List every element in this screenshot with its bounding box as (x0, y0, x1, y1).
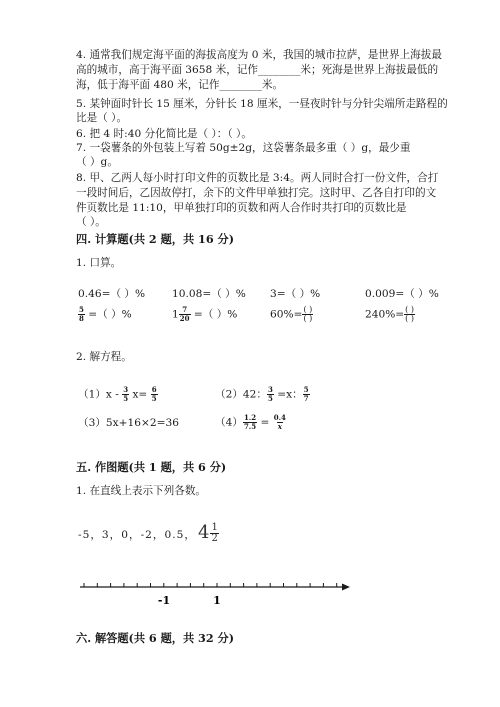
number-line (0, 575, 500, 615)
q4-line2: 高的城市，高于海平面 3658 米，记作________米；死海是世界上海拔最低的 (76, 64, 439, 76)
oral-item-2: 10.08=（ ）% (172, 288, 246, 300)
fraction: $\frac{( )}{( )}$ (405, 305, 414, 323)
fraction: $\frac{3}{5}$ (268, 385, 273, 403)
equation-1: （1）x - $\frac{3}{5}$ x= $\frac{6}{5}$ (78, 385, 157, 403)
equation-3: （3）5x+16×2=36 (78, 417, 179, 429)
oral-item-4: 0.009=（ ）% (365, 288, 439, 300)
oral-item-3: 3=（ ）% (270, 288, 321, 300)
section4-q1-label: 1. 口算。 (76, 257, 122, 269)
oral-item-1: 0.46=（ ）% (78, 288, 146, 300)
fraction: $\frac{0.4}{x}$ (273, 413, 286, 431)
fraction: $\frac{7}{20}$ (179, 305, 190, 323)
q8-line1: 8. 甲、乙两人每小时打印文件的页数比是 3:4。两人同时合打一份文件，合打 (76, 172, 439, 184)
oral-item-8: 240%= $\frac{( )}{( )}$ (365, 305, 414, 323)
tick-label-minus1: -1 (157, 594, 171, 607)
q5-line1: 5. 某钟面时针长 15 厘米，分针长 18 厘米，一昼夜时针与分针尖端所走路程的 (76, 98, 448, 110)
section4-q2-label: 2. 解方程。 (76, 351, 132, 363)
fraction: $\frac{( )}{( )}$ (303, 305, 313, 323)
q4-line1: 4. 通常我们规定海平面的海拔高度为 0 米，我国的城市拉萨，是世界上海拔最 (76, 49, 442, 61)
fraction: $\frac{5}{8}$ (79, 305, 84, 323)
equation-4: （4） $\frac{1.2}{7.5}$ = $\frac{0.4}{x}$ (215, 413, 286, 431)
fraction: $\frac{3}{5}$ (123, 385, 129, 403)
section5-q1-label: 1. 在直线上表示下列各数。 (76, 485, 207, 497)
section4-title: 四. 计算题(共 2 题，共 16 分) (76, 232, 234, 246)
equation-2: （2）42： $\frac{3}{5}$ =x： $\frac{5}{7}$ (215, 385, 309, 403)
fraction: $\frac{1.2}{7.5}$ (243, 413, 257, 431)
fraction: $\frac{5}{7}$ (303, 385, 309, 403)
arrow-right-icon (342, 584, 350, 591)
fraction: $\frac{6}{5}$ (151, 385, 157, 403)
q8-line4: （ ）。 (76, 216, 106, 228)
section5-title: 五. 作图题(共 1 题，共 6 分) (76, 460, 227, 474)
mixed-number: 4 $\frac{1}{2}$ (198, 521, 218, 544)
oral-item-5: $\frac{5}{8}$ =（ ）% (79, 305, 132, 323)
q6-line: 6. 把 4 时:40 分化简比是（ ）：（ ）。 (76, 128, 252, 140)
q8-line3: 件页数比是 11:10，甲单独打印的页数和两人合作时共打印的页数比是 (76, 202, 407, 214)
q8-line2: 一段时间后，乙因故停打，余下的文件甲单独打完。这时甲、乙各自打印的文 (76, 187, 437, 199)
q5-line2: 比是（ ）。 (76, 112, 128, 124)
numbers-list: -5，3，0，-2，0.5， (78, 529, 196, 541)
q7-line2: （ ）g。 (76, 156, 118, 168)
tick-label-1: 1 (213, 594, 221, 607)
section6-title: 六. 解答题(共 6 题，共 32 分) (76, 631, 234, 645)
oral-item-7: 60%= $\frac{( )}{( )}$ (270, 305, 313, 323)
q7-line1: 7. 一袋薯条的外包装上写着 50g±2g，这袋薯条最多重（ ）g，最少重 (76, 142, 411, 154)
oral-item-6: 1 $\frac{7}{20}$ =（ ）% (172, 305, 238, 323)
q4-line3: 海，低于海平面 480 米，记作________米。 (76, 79, 284, 91)
